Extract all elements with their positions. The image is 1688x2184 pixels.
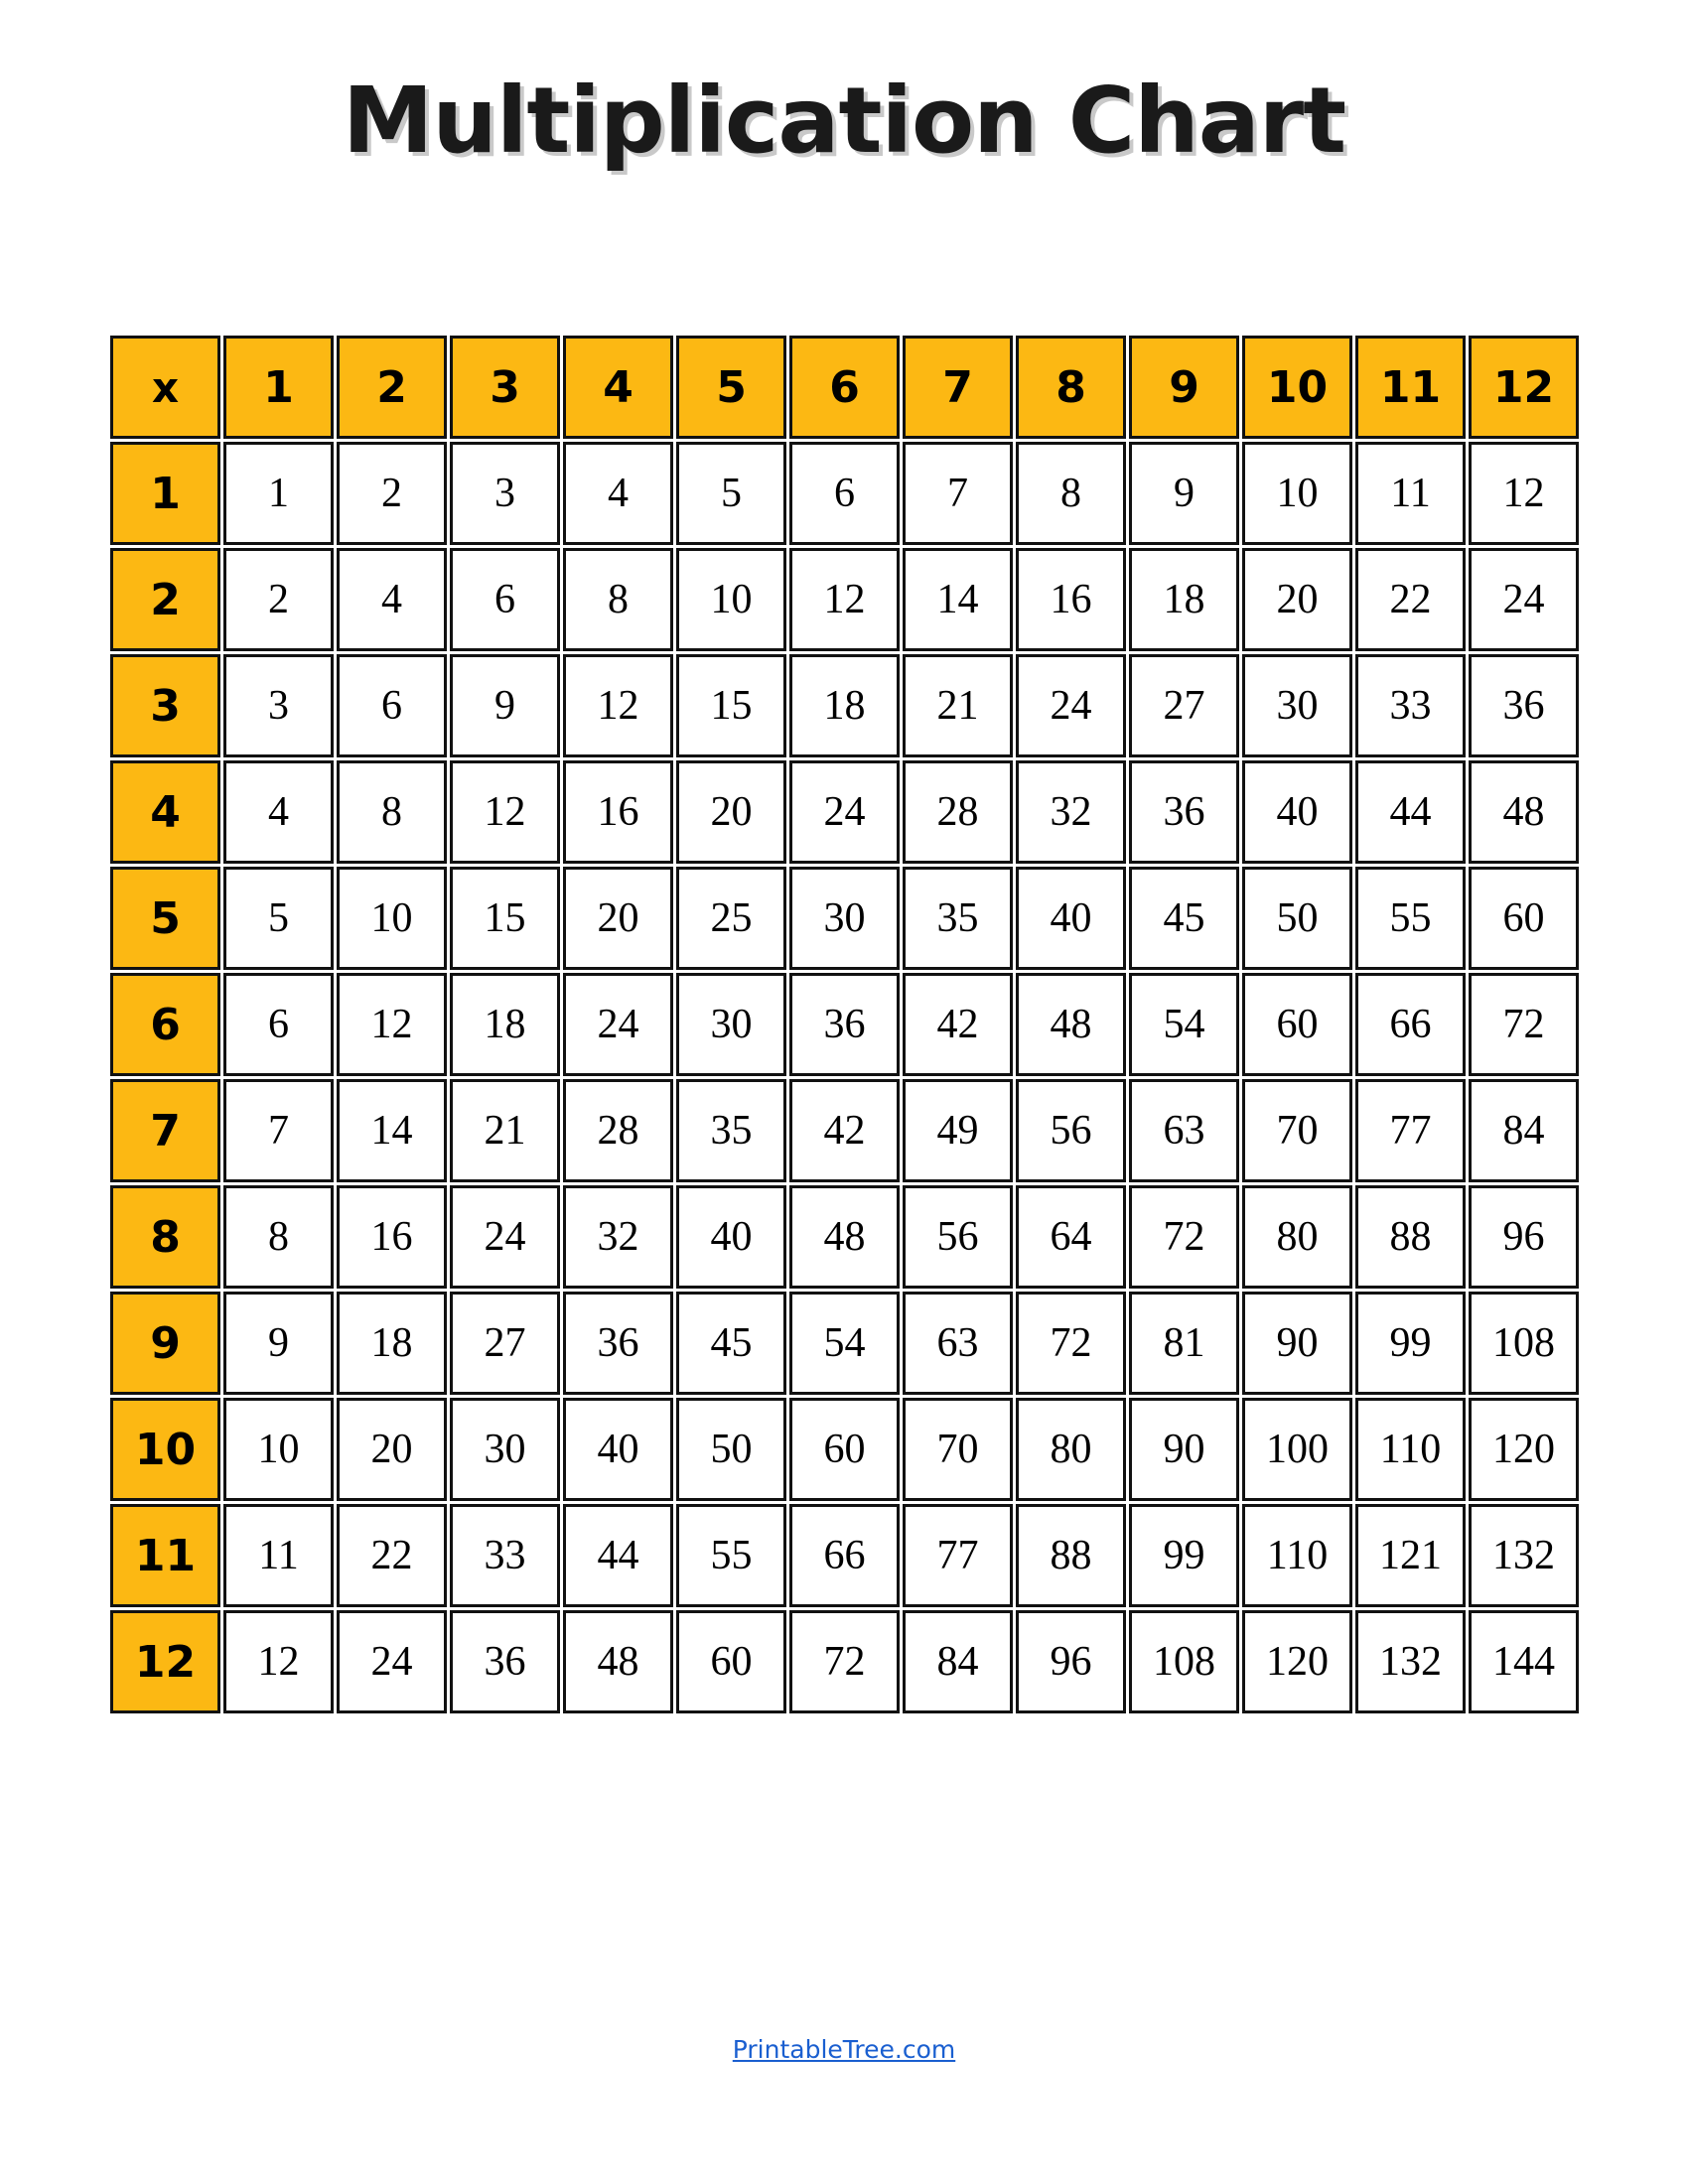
- cell-10x11: 110: [1355, 1398, 1466, 1501]
- cell-2x10: 20: [1242, 548, 1352, 651]
- cell-10x9: 90: [1129, 1398, 1239, 1501]
- cell-9x8: 72: [1016, 1292, 1126, 1395]
- cell-9x12: 108: [1469, 1292, 1579, 1395]
- cell-10x5: 50: [676, 1398, 786, 1501]
- cell-10x7: 70: [903, 1398, 1013, 1501]
- cell-9x1: 9: [223, 1292, 334, 1395]
- cell-6x9: 54: [1129, 973, 1239, 1076]
- cell-10x6: 60: [789, 1398, 900, 1501]
- cell-4x3: 12: [450, 760, 560, 864]
- cell-4x1: 4: [223, 760, 334, 864]
- row-header-7: 7: [110, 1079, 220, 1182]
- cell-6x6: 36: [789, 973, 900, 1076]
- cell-7x4: 28: [563, 1079, 673, 1182]
- cell-12x11: 132: [1355, 1610, 1466, 1713]
- cell-12x9: 108: [1129, 1610, 1239, 1713]
- cell-9x5: 45: [676, 1292, 786, 1395]
- cell-5x6: 30: [789, 867, 900, 970]
- cell-1x10: 10: [1242, 442, 1352, 545]
- column-header-3: 3: [450, 336, 560, 439]
- cell-3x7: 21: [903, 654, 1013, 757]
- cell-3x11: 33: [1355, 654, 1466, 757]
- column-header-2: 2: [337, 336, 447, 439]
- cell-5x4: 20: [563, 867, 673, 970]
- cell-7x2: 14: [337, 1079, 447, 1182]
- cell-9x3: 27: [450, 1292, 560, 1395]
- row-header-6: 6: [110, 973, 220, 1076]
- row-header-8: 8: [110, 1185, 220, 1289]
- cell-9x4: 36: [563, 1292, 673, 1395]
- cell-4x12: 48: [1469, 760, 1579, 864]
- cell-6x2: 12: [337, 973, 447, 1076]
- cell-10x8: 80: [1016, 1398, 1126, 1501]
- row-header-2: 2: [110, 548, 220, 651]
- cell-11x4: 44: [563, 1504, 673, 1607]
- cell-7x7: 49: [903, 1079, 1013, 1182]
- cell-7x11: 77: [1355, 1079, 1466, 1182]
- cell-2x9: 18: [1129, 548, 1239, 651]
- cell-11x8: 88: [1016, 1504, 1126, 1607]
- cell-11x7: 77: [903, 1504, 1013, 1607]
- cell-6x4: 24: [563, 973, 673, 1076]
- cell-5x1: 5: [223, 867, 334, 970]
- cell-6x3: 18: [450, 973, 560, 1076]
- cell-3x3: 9: [450, 654, 560, 757]
- cell-6x5: 30: [676, 973, 786, 1076]
- cell-4x8: 32: [1016, 760, 1126, 864]
- cell-3x6: 18: [789, 654, 900, 757]
- page-title: Multiplication Chart: [342, 68, 1346, 174]
- table-row: [110, 760, 1579, 864]
- cell-1x9: 9: [1129, 442, 1239, 545]
- cell-11x2: 22: [337, 1504, 447, 1607]
- cell-9x7: 63: [903, 1292, 1013, 1395]
- column-header-4: 4: [563, 336, 673, 439]
- cell-5x12: 60: [1469, 867, 1579, 970]
- cell-2x7: 14: [903, 548, 1013, 651]
- cell-8x6: 48: [789, 1185, 900, 1289]
- cell-5x11: 55: [1355, 867, 1466, 970]
- cell-7x6: 42: [789, 1079, 900, 1182]
- cell-1x3: 3: [450, 442, 560, 545]
- cell-4x10: 40: [1242, 760, 1352, 864]
- cell-3x1: 3: [223, 654, 334, 757]
- cell-8x10: 80: [1242, 1185, 1352, 1289]
- cell-6x7: 42: [903, 973, 1013, 1076]
- cell-2x5: 10: [676, 548, 786, 651]
- table-header-row: [110, 336, 1579, 439]
- cell-7x9: 63: [1129, 1079, 1239, 1182]
- row-header-3: 3: [110, 654, 220, 757]
- cell-8x5: 40: [676, 1185, 786, 1289]
- table-body: [110, 442, 1579, 1713]
- cell-8x12: 96: [1469, 1185, 1579, 1289]
- cell-11x11: 121: [1355, 1504, 1466, 1607]
- table-corner-label: x: [110, 336, 220, 439]
- cell-4x9: 36: [1129, 760, 1239, 864]
- cell-7x3: 21: [450, 1079, 560, 1182]
- cell-9x2: 18: [337, 1292, 447, 1395]
- column-header-9: 9: [1129, 336, 1239, 439]
- row-header-4: 4: [110, 760, 220, 864]
- cell-2x12: 24: [1469, 548, 1579, 651]
- row-header-9: 9: [110, 1292, 220, 1395]
- table-row: [110, 442, 1579, 545]
- column-header-12: 12: [1469, 336, 1579, 439]
- column-header-6: 6: [789, 336, 900, 439]
- cell-12x2: 24: [337, 1610, 447, 1713]
- cell-8x8: 64: [1016, 1185, 1126, 1289]
- cell-11x1: 11: [223, 1504, 334, 1607]
- cell-1x4: 4: [563, 442, 673, 545]
- cell-4x6: 24: [789, 760, 900, 864]
- row-header-12: 12: [110, 1610, 220, 1713]
- cell-3x2: 6: [337, 654, 447, 757]
- cell-2x8: 16: [1016, 548, 1126, 651]
- cell-5x8: 40: [1016, 867, 1126, 970]
- table-row: [110, 654, 1579, 757]
- cell-2x11: 22: [1355, 548, 1466, 651]
- cell-4x5: 20: [676, 760, 786, 864]
- cell-12x8: 96: [1016, 1610, 1126, 1713]
- cell-8x9: 72: [1129, 1185, 1239, 1289]
- cell-7x1: 7: [223, 1079, 334, 1182]
- cell-3x10: 30: [1242, 654, 1352, 757]
- row-header-5: 5: [110, 867, 220, 970]
- cell-5x10: 50: [1242, 867, 1352, 970]
- cell-8x7: 56: [903, 1185, 1013, 1289]
- cell-4x4: 16: [563, 760, 673, 864]
- cell-1x7: 7: [903, 442, 1013, 545]
- cell-3x9: 27: [1129, 654, 1239, 757]
- cell-12x3: 36: [450, 1610, 560, 1713]
- cell-12x4: 48: [563, 1610, 673, 1713]
- cell-12x12: 144: [1469, 1610, 1579, 1713]
- cell-3x5: 15: [676, 654, 786, 757]
- cell-5x5: 25: [676, 867, 786, 970]
- cell-7x12: 84: [1469, 1079, 1579, 1182]
- cell-8x2: 16: [337, 1185, 447, 1289]
- cell-2x2: 4: [337, 548, 447, 651]
- cell-4x2: 8: [337, 760, 447, 864]
- cell-7x5: 35: [676, 1079, 786, 1182]
- cell-6x1: 6: [223, 973, 334, 1076]
- cell-10x2: 20: [337, 1398, 447, 1501]
- cell-6x12: 72: [1469, 973, 1579, 1076]
- column-header-5: 5: [676, 336, 786, 439]
- cell-11x5: 55: [676, 1504, 786, 1607]
- cell-1x1: 1: [223, 442, 334, 545]
- cell-5x7: 35: [903, 867, 1013, 970]
- cell-1x12: 12: [1469, 442, 1579, 545]
- cell-5x2: 10: [337, 867, 447, 970]
- cell-10x4: 40: [563, 1398, 673, 1501]
- row-header-10: 10: [110, 1398, 220, 1501]
- table-row: [110, 1185, 1579, 1289]
- cell-10x10: 100: [1242, 1398, 1352, 1501]
- table-header: [110, 336, 1579, 439]
- cell-10x3: 30: [450, 1398, 560, 1501]
- table-row: [110, 1398, 1579, 1501]
- cell-9x9: 81: [1129, 1292, 1239, 1395]
- table-row: [110, 1610, 1579, 1713]
- column-header-11: 11: [1355, 336, 1466, 439]
- table-row: [110, 1504, 1579, 1607]
- cell-10x1: 10: [223, 1398, 334, 1501]
- cell-12x1: 12: [223, 1610, 334, 1713]
- cell-6x10: 60: [1242, 973, 1352, 1076]
- cell-11x12: 132: [1469, 1504, 1579, 1607]
- cell-11x9: 99: [1129, 1504, 1239, 1607]
- footer-link[interactable]: PrintableTree.com: [732, 2035, 956, 2064]
- cell-1x5: 5: [676, 442, 786, 545]
- cell-4x11: 44: [1355, 760, 1466, 864]
- footer: [0, 2035, 1688, 2064]
- column-header-10: 10: [1242, 336, 1352, 439]
- cell-12x7: 84: [903, 1610, 1013, 1713]
- cell-8x1: 8: [223, 1185, 334, 1289]
- row-header-1: 1: [110, 442, 220, 545]
- cell-8x11: 88: [1355, 1185, 1466, 1289]
- cell-8x4: 32: [563, 1185, 673, 1289]
- cell-9x10: 90: [1242, 1292, 1352, 1395]
- cell-1x8: 8: [1016, 442, 1126, 545]
- row-header-11: 11: [110, 1504, 220, 1607]
- cell-1x6: 6: [789, 442, 900, 545]
- cell-2x3: 6: [450, 548, 560, 651]
- cell-7x8: 56: [1016, 1079, 1126, 1182]
- cell-2x6: 12: [789, 548, 900, 651]
- cell-10x12: 120: [1469, 1398, 1579, 1501]
- column-header-8: 8: [1016, 336, 1126, 439]
- cell-11x6: 66: [789, 1504, 900, 1607]
- cell-12x5: 60: [676, 1610, 786, 1713]
- cell-9x11: 99: [1355, 1292, 1466, 1395]
- cell-9x6: 54: [789, 1292, 900, 1395]
- column-header-1: 1: [223, 336, 334, 439]
- table-row: [110, 548, 1579, 651]
- cell-3x4: 12: [563, 654, 673, 757]
- cell-3x8: 24: [1016, 654, 1126, 757]
- cell-12x10: 120: [1242, 1610, 1352, 1713]
- cell-11x3: 33: [450, 1504, 560, 1607]
- cell-11x10: 110: [1242, 1504, 1352, 1607]
- cell-1x11: 11: [1355, 442, 1466, 545]
- multiplication-table-container: [107, 333, 1555, 1716]
- cell-5x9: 45: [1129, 867, 1239, 970]
- multiplication-table: [107, 333, 1582, 1716]
- table-row: [110, 1079, 1579, 1182]
- cell-6x11: 66: [1355, 973, 1466, 1076]
- cell-8x3: 24: [450, 1185, 560, 1289]
- table-row: [110, 867, 1579, 970]
- cell-3x12: 36: [1469, 654, 1579, 757]
- cell-2x1: 2: [223, 548, 334, 651]
- cell-1x2: 2: [337, 442, 447, 545]
- column-header-7: 7: [903, 336, 1013, 439]
- cell-12x6: 72: [789, 1610, 900, 1713]
- table-row: [110, 973, 1579, 1076]
- cell-4x7: 28: [903, 760, 1013, 864]
- cell-7x10: 70: [1242, 1079, 1352, 1182]
- cell-5x3: 15: [450, 867, 560, 970]
- table-row: [110, 1292, 1579, 1395]
- cell-2x4: 8: [563, 548, 673, 651]
- cell-6x8: 48: [1016, 973, 1126, 1076]
